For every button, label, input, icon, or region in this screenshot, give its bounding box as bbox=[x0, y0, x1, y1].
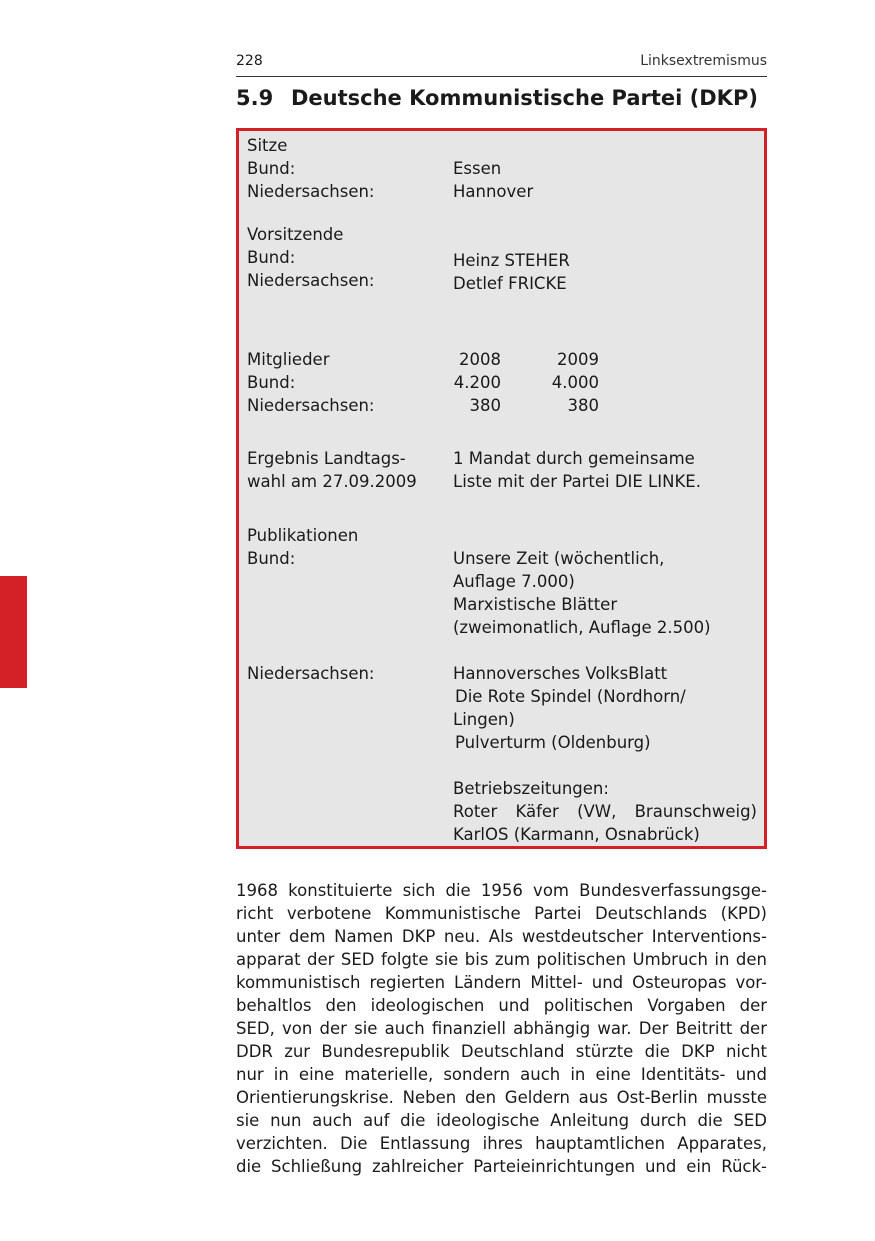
publikation-nds-line: Pulverturm (Oldenburg) bbox=[455, 733, 651, 752]
paragraph-line: richt verbotene Kommunistische Partei Deutschlands (KPD) bbox=[236, 904, 767, 923]
betriebszeitungen-heading: Betriebszeitungen: bbox=[453, 779, 609, 798]
paragraph-line: kommunistisch regierten Ländern Mittel- und Osteuropas vor- bbox=[236, 973, 767, 992]
publikation-bund-line: Unsere Zeit (wöchentlich, bbox=[453, 549, 665, 568]
paragraph-line: die Schließung zahlreicher Parteieinrichtungen und ein Rück- bbox=[236, 1157, 767, 1176]
sitze-nds-value: Hannover bbox=[453, 182, 534, 201]
paragraph-line: verzichten. Die Entlassung ihres hauptamtlichen Apparates, bbox=[236, 1134, 767, 1153]
vorsitzende-nds-label: Niedersachsen: bbox=[247, 271, 375, 290]
ergebnis-label-line2: wahl am 27.09.2009 bbox=[247, 472, 417, 491]
chapter-marker-tab bbox=[0, 576, 27, 688]
ergebnis-label-line1: Ergebnis Landtags- bbox=[247, 449, 406, 468]
paragraph-line: behaltlos den ideologischen und politischen Vorgaben der bbox=[236, 996, 767, 1015]
vorsitzende-nds-value: Detlef FRICKE bbox=[453, 274, 567, 293]
section-number: 5.9 bbox=[236, 86, 274, 110]
sitze-bund-value: Essen bbox=[453, 159, 502, 178]
betriebszeitung-line: KarlOS (Karmann, Osnabrück) bbox=[453, 825, 700, 844]
fact-box bbox=[236, 128, 767, 849]
body-paragraph bbox=[236, 879, 767, 1178]
paragraph-line: nur in eine materielle, sondern auch in eine Identitäts- und bbox=[236, 1065, 767, 1084]
page-header bbox=[236, 50, 767, 77]
mitglieder-nds-2008: 380 bbox=[469, 396, 501, 415]
publikationen-bund-label: Bund: bbox=[247, 549, 296, 568]
mitglieder-bund-2008: 4.200 bbox=[453, 373, 501, 392]
publikationen-nds-label: Niedersachsen: bbox=[247, 664, 375, 683]
vorsitzende-bund-label: Bund: bbox=[247, 248, 296, 267]
mitglieder-year-2009: 2009 bbox=[557, 350, 599, 369]
mitglieder-nds-2009: 380 bbox=[567, 396, 599, 415]
section-heading bbox=[236, 86, 758, 110]
vorsitzende-bund-value: Heinz STEHER bbox=[453, 251, 570, 270]
publikationen-heading: Publikationen bbox=[247, 526, 359, 545]
publikation-bund-line: (zweimonatlich, Auflage 2.500) bbox=[453, 618, 711, 637]
paragraph-line: 1968 konstituierte sich die 1956 vom Bundesverfassungsge- bbox=[236, 881, 767, 900]
ergebnis-value-line2: Liste mit der Partei DIE LINKE. bbox=[453, 472, 701, 491]
betriebszeitung-line: Roter Käfer (VW, Braunschweig) bbox=[453, 802, 757, 821]
publikation-bund-line: Auflage 7.000) bbox=[453, 572, 575, 591]
publikation-nds-line: Die Rote Spindel (Nordhorn/ bbox=[455, 687, 686, 706]
paragraph-line: SED, von der sie auch finanziell abhängig war. Der Beitritt der bbox=[236, 1019, 767, 1038]
mitglieder-bund-label: Bund: bbox=[247, 373, 296, 392]
paragraph-line: Orientierungskrise. Neben den Geldern aus Ost-Berlin musste bbox=[236, 1088, 767, 1107]
vorsitzende-heading: Vorsitzende bbox=[247, 225, 344, 244]
mitglieder-year-2008: 2008 bbox=[459, 350, 501, 369]
sitze-heading: Sitze bbox=[247, 136, 288, 155]
mitglieder-nds-label: Niedersachsen: bbox=[247, 396, 375, 415]
publikation-nds-line: Hannoversches VolksBlatt bbox=[453, 664, 668, 683]
sitze-bund-label: Bund: bbox=[247, 159, 296, 178]
paragraph-line: apparat der SED folgte sie bis zum politischen Umbruch in den bbox=[236, 950, 767, 969]
page-number: 228 bbox=[236, 53, 263, 69]
publikation-bund-line: Marxistische Blätter bbox=[453, 595, 618, 614]
mitglieder-bund-2009: 4.000 bbox=[551, 373, 599, 392]
paragraph-line: sie nun auch auf die ideologische Anleitung durch die SED bbox=[236, 1111, 767, 1130]
publikation-nds-line: Lingen) bbox=[453, 710, 515, 729]
paragraph-line: unter dem Namen DKP neu. Als westdeutscher Interventions- bbox=[236, 927, 767, 946]
sitze-nds-label: Niedersachsen: bbox=[247, 182, 375, 201]
paragraph-line: DDR zur Bundesrepublik Deutschland stürzte die DKP nicht bbox=[236, 1042, 767, 1061]
mitglieder-heading: Mitglieder bbox=[247, 350, 330, 369]
ergebnis-value-line1: 1 Mandat durch gemeinsame bbox=[453, 449, 695, 468]
running-title: Linksextremismus bbox=[640, 53, 767, 69]
section-title: Deutsche Kommunistische Partei (DKP) bbox=[291, 86, 758, 110]
